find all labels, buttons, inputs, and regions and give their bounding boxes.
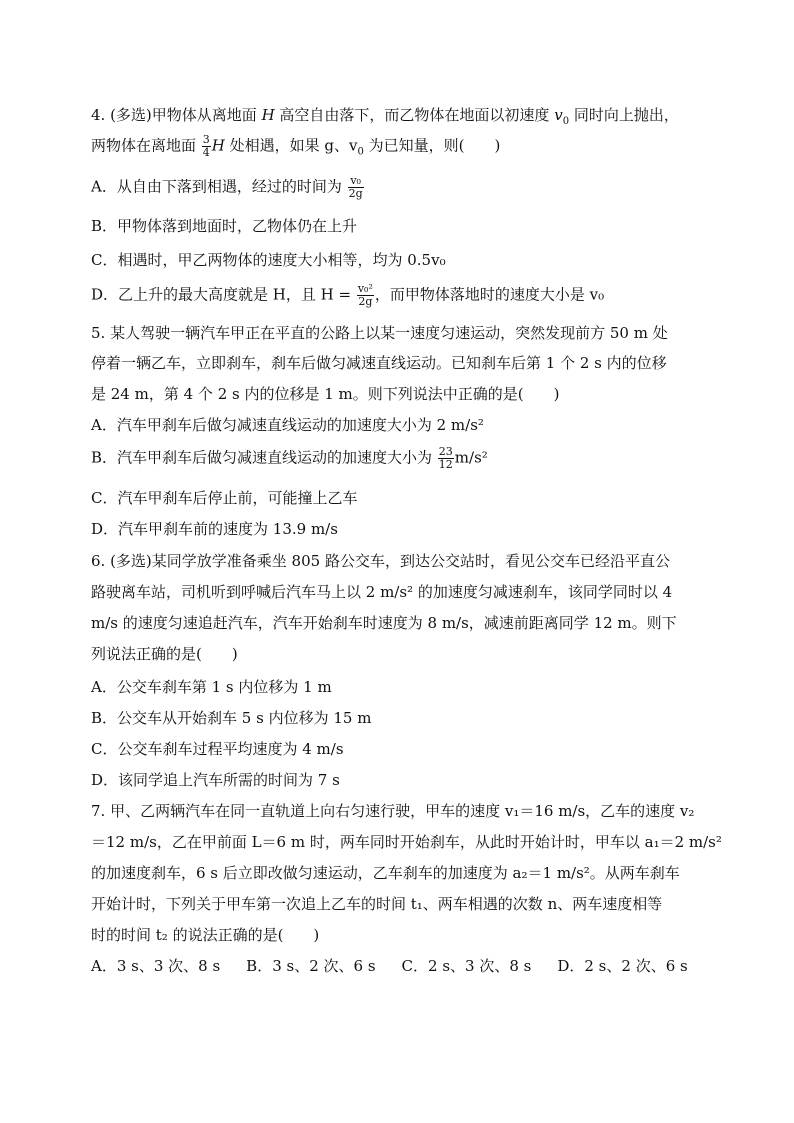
q6-stem-line-2: 路驶离车站，司机听到呼喊后汽车马上以 2 m/s² 的加速度匀减速刹车，该同学同时以 4 [91,583,673,601]
q7-option-b: B．3 s、2 次、6 s [246,957,376,975]
fraction-numerator: 3 [202,133,210,146]
q5-option-d: D．汽车甲刹车前的速度为 13.9 m/s [91,520,338,538]
q7-options-row [91,955,714,976]
q5-option-b [91,446,488,471]
option-text: D．乙上升的最大高度就是 H，且 H = [91,285,356,304]
q5-stem-line-1: 5. 某人驾驶一辆汽车甲正在平直的公路上以某一速度匀速运动，突然发现前方 50 m 处 [91,324,668,342]
fraction-numerator: v₀ [348,175,364,188]
option-text: m/s² [454,448,488,467]
q7-stem-line-5: 时的时间 t₂ 的说法正确的是( ) [91,926,320,944]
q4-option-b: B．甲物体落到地面时，乙物体仍在上升 [91,217,358,235]
q4-option-d [91,283,604,308]
q6-option-d: D．该同学追上汽车所需的时间为 7 s [91,771,340,789]
q4-stem-line-1 [91,104,679,127]
q4-var-H: H [211,136,225,155]
q6-option-a: A．公交车刹车第 1 s 内位移为 1 m [91,678,332,696]
q4-text: 两物体在离地面 [91,136,201,155]
option-text: ，而甲物体落地时的速度大小是 v₀ [374,285,605,304]
q6-stem-line-1: 6. (多选)某同学放学准备乘坐 805 路公交车，到达公交站时，看见公交车已经沿平直公 [91,552,670,570]
q4-sub: 0 [562,116,570,127]
q6-stem-line-4: 列说法正确的是( ) [91,645,238,663]
fraction-numerator: v₀² [357,282,373,295]
q7-stem-line-4: 开始计时，下列关于甲车第一次追上乙车的时间 t₁、两车相遇的次数 n、两车速度相等 [91,895,663,913]
q4-stem-line-2 [91,134,500,159]
q5-stem-line-2: 停着一辆乙车，立即刹车，刹车后做匀减速直线运动。已知刹车后第 1 个 2 s 内的位移 [91,354,667,372]
fraction-denominator: 2g [358,295,373,308]
q4-text: 处相遇，如果 g、v [224,136,358,155]
q5-fraction-23-12 [438,446,454,471]
q6-stem-line-3: m/s 的速度匀速追赶汽车，汽车开始刹车时速度为 8 m/s，减速前距离同学 12 m。则下 [91,614,677,632]
q7-stem-line-1: 7. 甲、乙两辆汽车在同一直轨道上向右匀速行驶，甲车的速度 v₁＝16 m/s，乙车的速度 v₂ [91,802,695,820]
q7-stem-line-3: 的加速度刹车，6 s 后立即改做匀速运动，乙车刹车的加速度为 a₂＝1 m/s²。从两车刹车 [91,864,680,882]
fraction-denominator: 4 [202,146,210,159]
q7-stem-line-2: ＝12 m/s，乙在甲前面 L＝6 m 时，两车同时开始刹车，从此时开始计时，甲车以 a₁＝2 m/s² [91,833,722,851]
q4-fraction-v0-2g [348,175,364,200]
fraction-denominator: 2g [348,187,363,200]
q4-sub: 0 [357,146,364,158]
q4-fraction-3-4 [202,134,211,159]
q7-option-d: D．2 s、2 次、6 s [557,957,688,975]
q5-stem-line-3: 是 24 m，第 4 个 2 s 内的位移是 1 m。则下列说法中正确的是( ) [91,385,560,403]
option-text: A．从自由下落到相遇，经过的时间为 [91,177,347,196]
fraction-denominator: 12 [438,458,453,471]
q5-option-c: C．汽车甲刹车后停止前，可能撞上乙车 [91,489,358,507]
q6-option-b: B．公交车从开始刹车 5 s 内位移为 15 m [91,709,372,727]
q4-var-H: H [261,106,275,124]
q7-option-a: A．3 s、3 次、8 s [91,957,221,975]
q4-text: 为已知量，则( ) [363,136,501,155]
option-text: B．汽车甲刹车后做匀减速直线运动的加速度大小为 [91,448,437,467]
q4-option-a [91,175,365,200]
q6-option-c: C．公交车刹车过程平均速度为 4 m/s [91,740,344,758]
fraction-numerator: 23 [438,445,453,458]
q4-option-c: C．相遇时，甲乙两物体的速度大小相等，均为 0.5v₀ [91,251,446,269]
q4-fraction-v0sq-2g [357,283,374,308]
q7-option-c: C．2 s、3 次、8 s [401,957,532,975]
q4-text: 同时向上抛出， [569,106,679,124]
q4-text: 4. (多选)甲物体从离地面 [91,106,262,124]
q4-text: 高空自由落下，而乙物体在地面以初速度 [274,106,555,124]
q5-option-a: A．汽车甲刹车后做匀减速直线运动的加速度大小为 2 m/s² [91,416,484,434]
q4-var-v0: v [554,106,563,124]
